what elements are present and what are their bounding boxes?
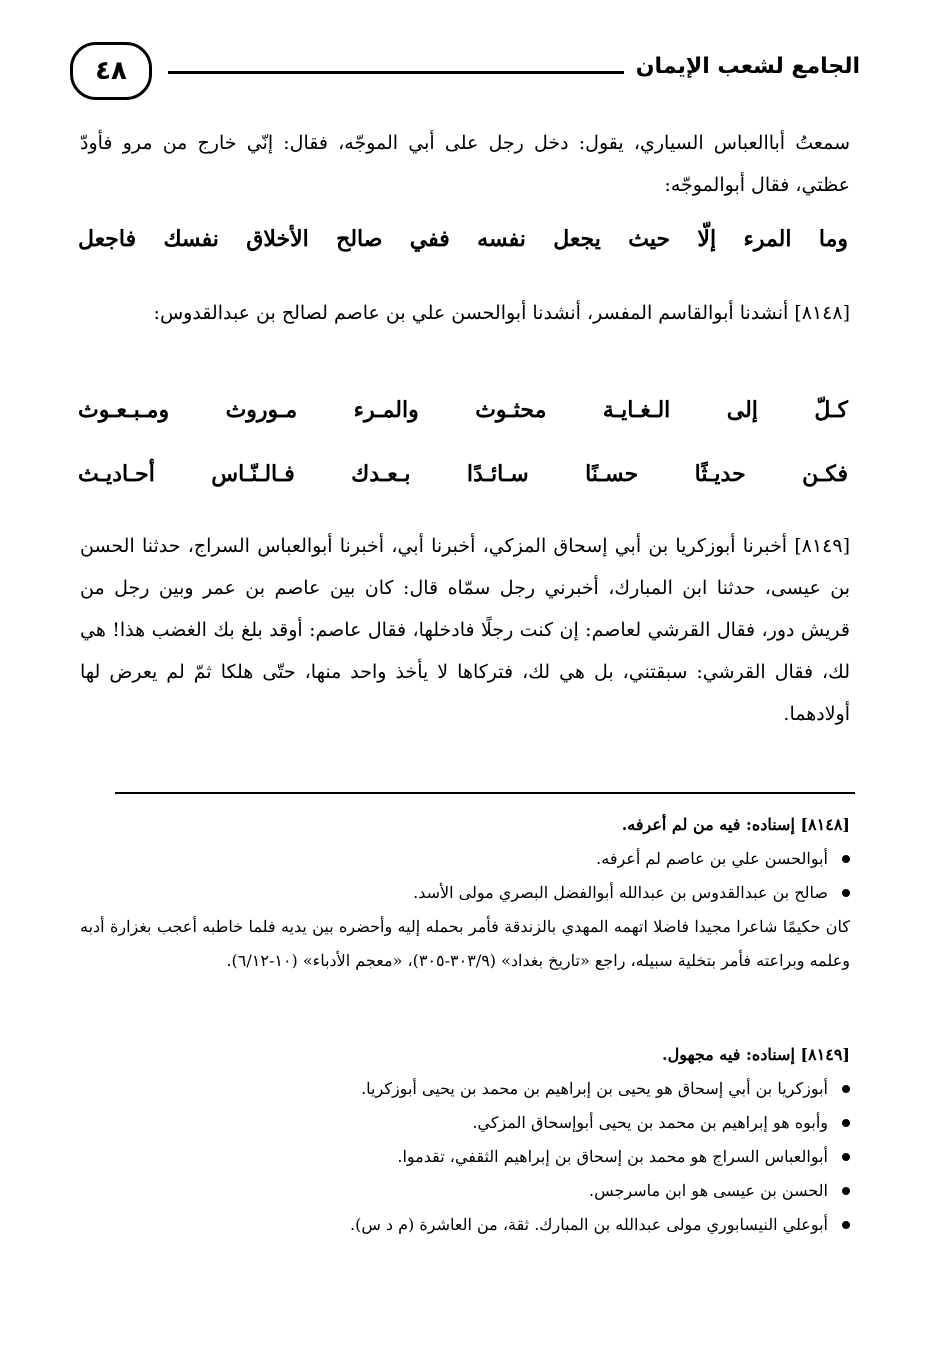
footnote-bullet-text: وأبوه هو إبراهيم بن محمد بن يحيى أبوإسحاق المزكي. (472, 1113, 828, 1132)
bullet-dot-icon (842, 855, 850, 863)
footnote-bullet-list (80, 842, 850, 910)
body-paragraph-1: سمعتُ أباالعباس السياري، يقول: دخل رجل على أبي الموجّه، فقال: إنّي خارج من مرو فأودّ عظتي، فقال أبوالموجّه: (80, 132, 850, 196)
footnote-bullet-text: أبوعلي النيسابوري مولى عبدالله بن المبارك. ثقة، من العاشرة (م د س). (349, 1215, 828, 1234)
footnote-8148 (80, 808, 850, 978)
header-rule (168, 71, 624, 74)
body-paragraph-3: [٨١٤٩] أخبرنا أبوزكريا بن أبي إسحاق المزكي، أخبرنا أبي، أخبرنا أبوالعباس السراج، حدثنا الحسن بن عيسى، حدثنا ابن المبارك، أخبرني رجل سمّاه قال: كان بين عاصم بن عمر وبين رجل من قريش دور، فقال القرشي لعاصم: إن كنت رجلًا فادخلها، فقال عاصم: أوقد بلغ بك الغضب هذا! هي لك، فقال القرشي: سبقتني، بل هي لك، فتركاها لا يأخذ واحد منها، حتّى هلكا ثمّ لم يعرض لها أولادهما. (80, 535, 850, 725)
bullet-dot-icon (842, 1085, 850, 1093)
bullet-dot-icon (842, 1119, 850, 1127)
bullet-dot-icon (842, 1221, 850, 1229)
verse-line-1: وما المرء إلّا حيث يجعل نفسه ففي صالح الأخلاق نفسك فاجعل (78, 226, 848, 252)
running-title: الجامع لشعب الإيمان (635, 54, 860, 79)
footnote-heading: [٨١٤٨] إسناده: فيه من لم أعرفه. (621, 815, 850, 834)
bullet-dot-icon (842, 1153, 850, 1161)
verse-line-3: فكـن حديـثًا حسـنًا سـائـدًا بـعـدك فـالـنّـاس أحـاديـث (78, 461, 848, 487)
footnote-bullet-text: أبوالحسن علي بن عاصم لم أعرفه. (596, 849, 828, 868)
footnote-note: كان حكيمًا شاعرا مجيدا فاضلا اتهمه المهدي بالزندقة فأمر بحمله إليه وأحضره بين يديه فلما خاطبه أعجب بغزارة أدبه وعلمه وبراعته فأمر بتخلية سبيله، راجع «تاريخ بغداد» (٣٠٣/٩-٣٠٥)، «معجم الأدباء» (١٠-٦/١٢). (80, 917, 850, 970)
page-header (70, 40, 860, 104)
footnote-bullet-item (80, 842, 850, 876)
footnote-8149 (80, 1038, 850, 1242)
footnote-bullet-text: صالح بن عبدالقدوس بن عبدالله أبوالفضل البصري مولى الأسد. (413, 883, 828, 902)
body-paragraph-2: [٨١٤٨] أنشدنا أبوالقاسم المفسر، أنشدنا أبوالحسن علي بن عاصم لصالح بن عبدالقدوس: (153, 302, 850, 324)
footnote-bullet-list (80, 1072, 850, 1242)
footnote-separator (115, 792, 855, 794)
bullet-dot-icon (842, 889, 850, 897)
footnote-bullet-item (80, 1072, 850, 1106)
footnote-bullet-text: أبوزكريا بن أبي إسحاق هو يحيى بن إبراهيم بن محمد بن يحيى أبوزكريا. (361, 1079, 828, 1098)
footnote-bullet-item (80, 1140, 850, 1174)
footnote-bullet-item (80, 1208, 850, 1242)
verse-line-2: كـلّ إلى الـغـايـة محثـوث والمـرء مـوروث ومـبـعـوث (78, 397, 848, 423)
footnote-bullet-item (80, 1174, 850, 1208)
footnote-bullet-text: أبوالعباس السراج هو محمد بن إسحاق بن إبراهيم الثقفي، تقدموا. (397, 1147, 828, 1166)
footnote-bullet-item (80, 1106, 850, 1140)
footnote-bullet-item (80, 876, 850, 910)
footnote-bullet-text: الحسن بن عيسى هو ابن ماسرجس. (589, 1181, 828, 1200)
page-number: ٤٨ (70, 42, 152, 100)
footnote-heading: [٨١٤٩] إسناده: فيه مجهول. (662, 1045, 850, 1064)
bullet-dot-icon (842, 1187, 850, 1195)
